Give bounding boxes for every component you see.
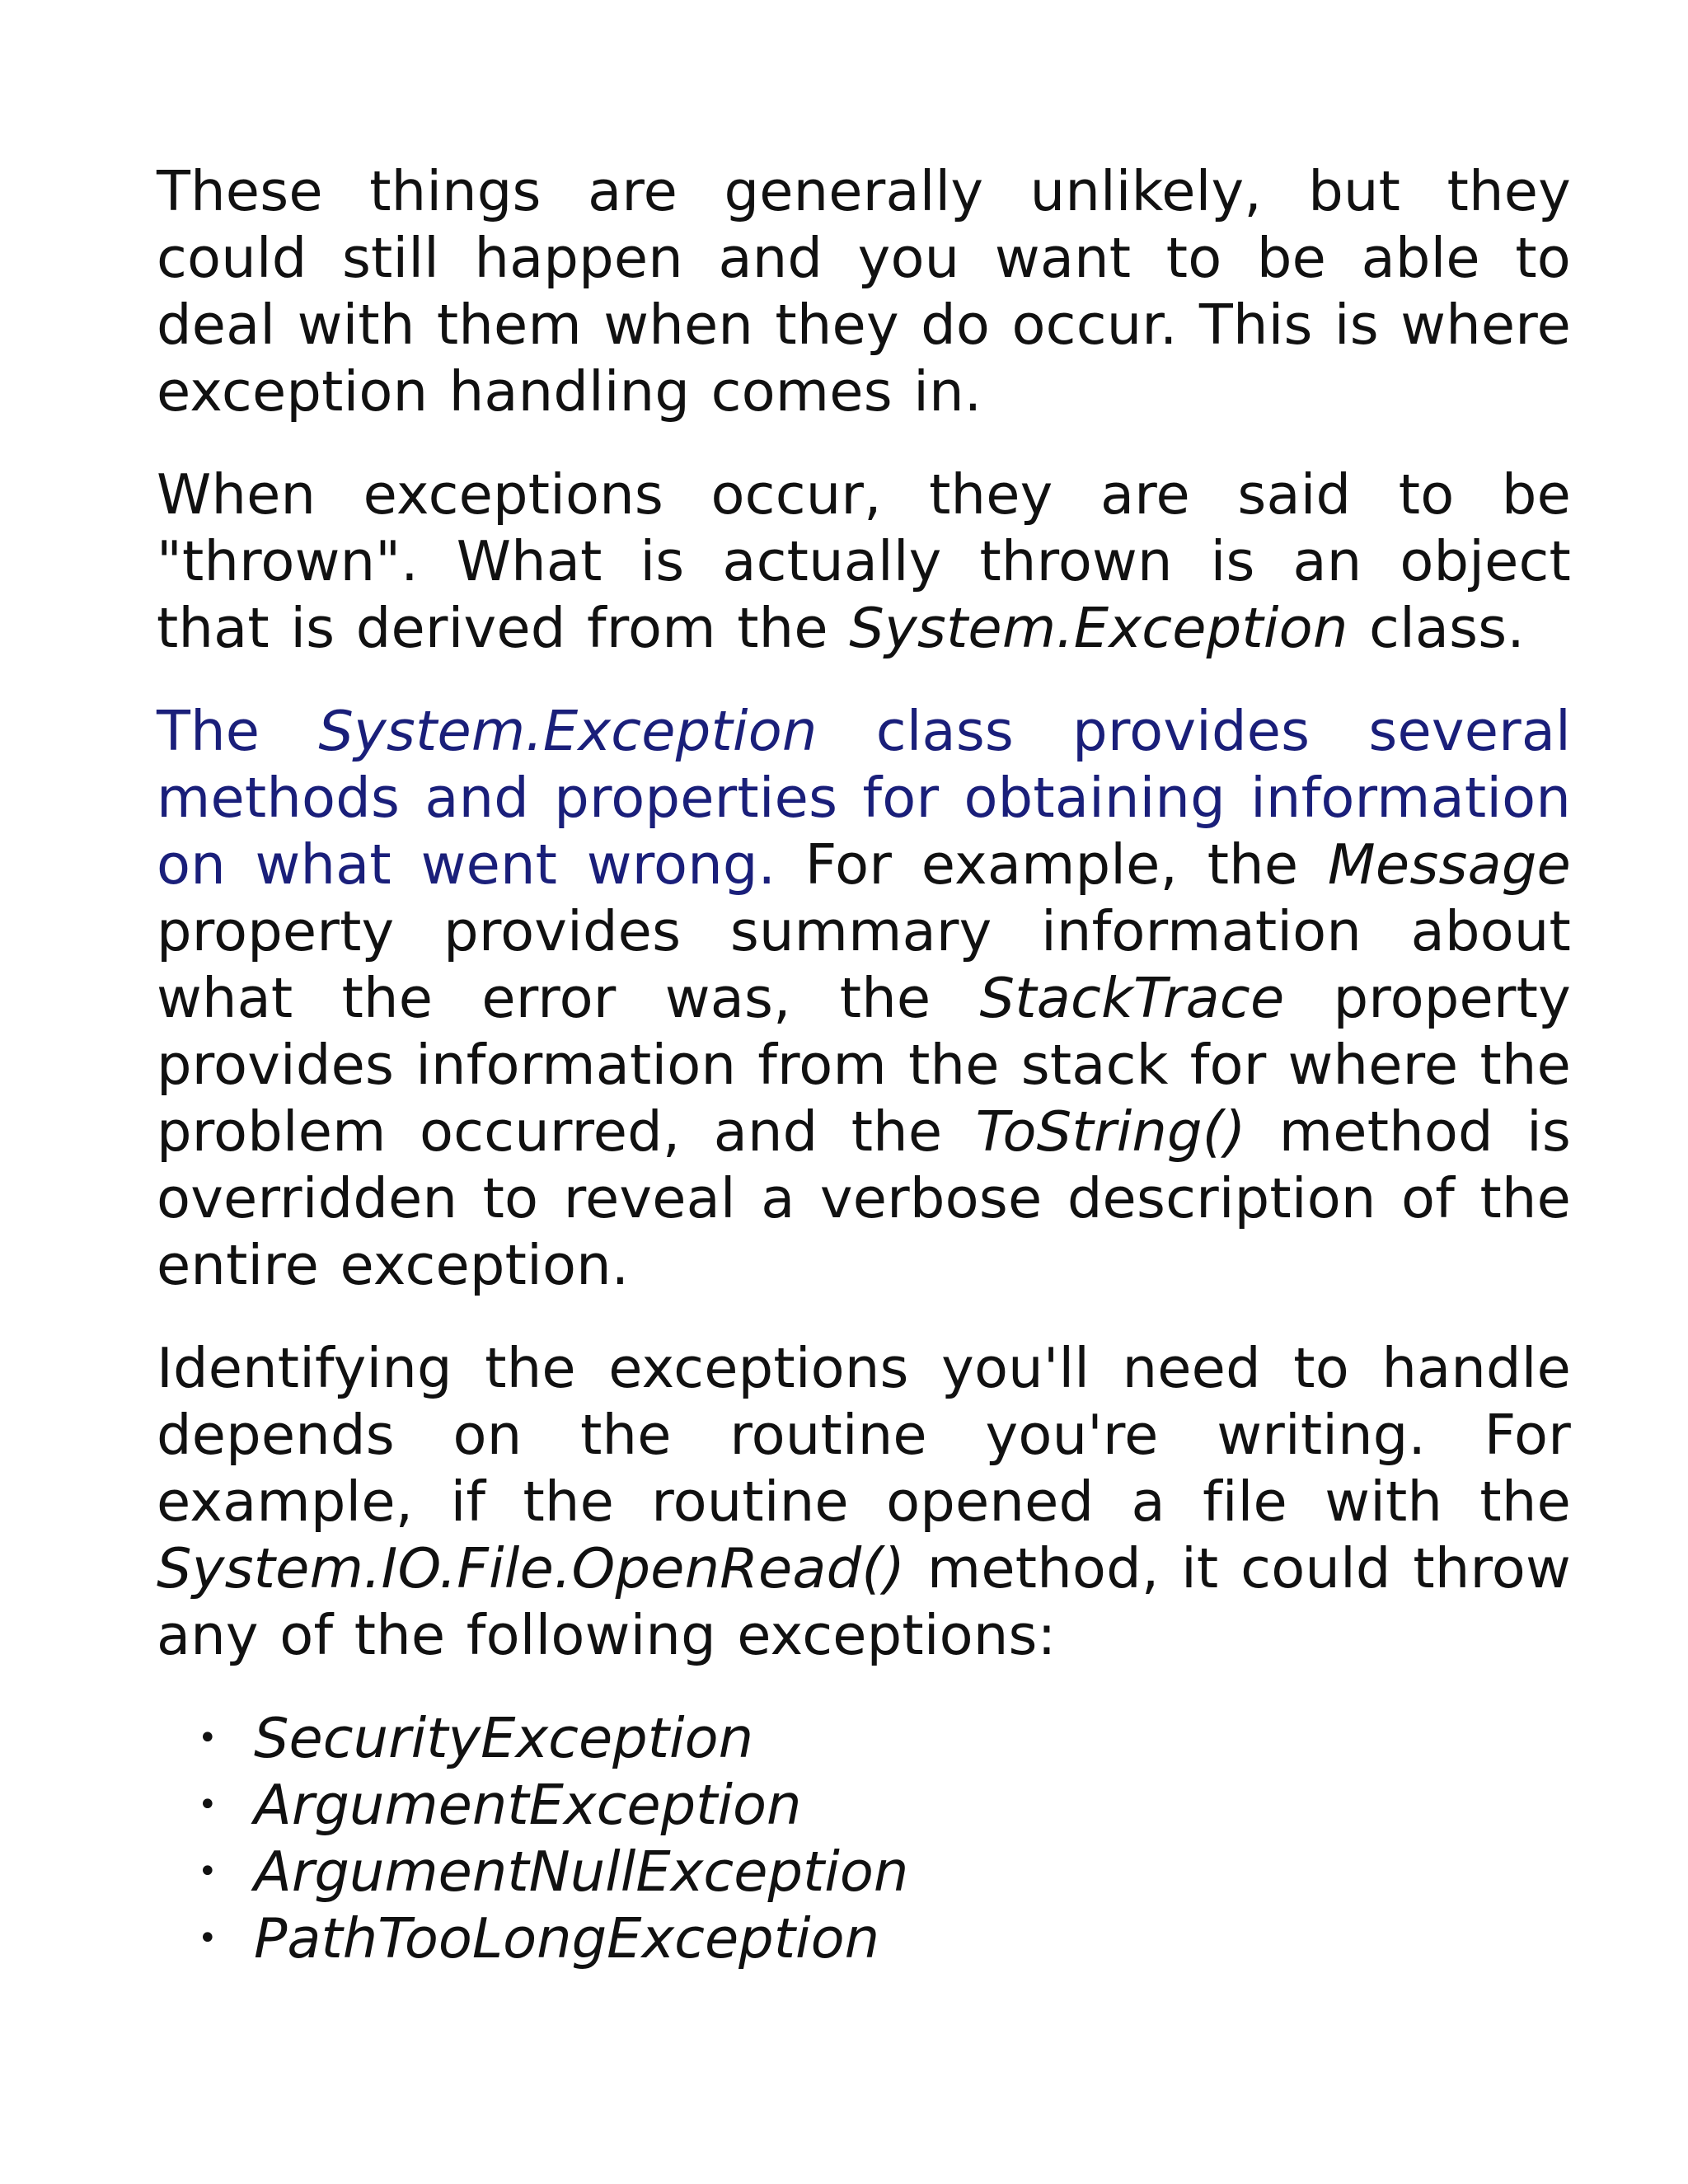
- paragraph-thrown-end: class.: [1348, 596, 1525, 660]
- system-exception-term: System.Exception: [849, 596, 1348, 660]
- bullet-icon: •: [198, 1786, 218, 1824]
- highlighted-rest: class provides several methods and properties for obtaining information on what went wrong.: [157, 699, 1571, 897]
- members-text-3: property provides information from the stack for where the problem occurred, and the: [157, 966, 1571, 1164]
- bullet-icon: •: [198, 1919, 218, 1957]
- exception-list: [157, 1705, 1571, 1972]
- exception-name: ArgumentNullException: [254, 1840, 909, 1904]
- members-text-4: method is overridden to reveal a verbose description of the entire exception.: [157, 1099, 1571, 1297]
- identifying-end: method, it could throw any of the following exceptions:: [157, 1536, 1571, 1667]
- paragraph-exception-members: [157, 698, 1571, 1299]
- bullet-icon: •: [198, 1719, 218, 1757]
- message-property-term: Message: [1327, 832, 1571, 897]
- bullet-icon: •: [198, 1853, 218, 1891]
- exception-name: SecurityException: [254, 1706, 754, 1770]
- paragraph-thrown-text: When exceptions occur, they are said to be "thrown". What is actually thrown is an object that is derived from the: [157, 462, 1571, 660]
- stacktrace-property-term: StackTrace: [979, 966, 1285, 1030]
- openread-method-term: System.IO.File.OpenRead(): [157, 1536, 906, 1601]
- members-text-1: For example, the: [776, 832, 1328, 897]
- system-exception-term-highlighted: System.Exception: [318, 699, 818, 763]
- identifying-text: Identifying the exceptions you'll need to handle depends on the routine you're writing. For example, if the routine opened a file with the: [157, 1336, 1571, 1534]
- list-item: [157, 1705, 1571, 1772]
- paragraph-thrown-objects: [157, 462, 1571, 662]
- list-item: [157, 1839, 1571, 1905]
- list-item: [157, 1772, 1571, 1839]
- exception-name: ArgumentException: [254, 1773, 802, 1837]
- list-item: [157, 1905, 1571, 1972]
- paragraph-exception-intro: These things are generally unlikely, but they could still happen and you want to be able to deal with them when they do occur. This is where exception handling comes in.: [157, 159, 1571, 424]
- tostring-method-term: ToString(): [975, 1099, 1246, 1164]
- highlighted-prefix: The: [157, 699, 319, 763]
- members-text-2: property provides summary information about what the error was, the: [157, 899, 1571, 1030]
- document-page: [157, 158, 1571, 1972]
- paragraph-identifying-exceptions: [157, 1335, 1571, 1669]
- exception-name: PathTooLongException: [254, 1906, 880, 1971]
